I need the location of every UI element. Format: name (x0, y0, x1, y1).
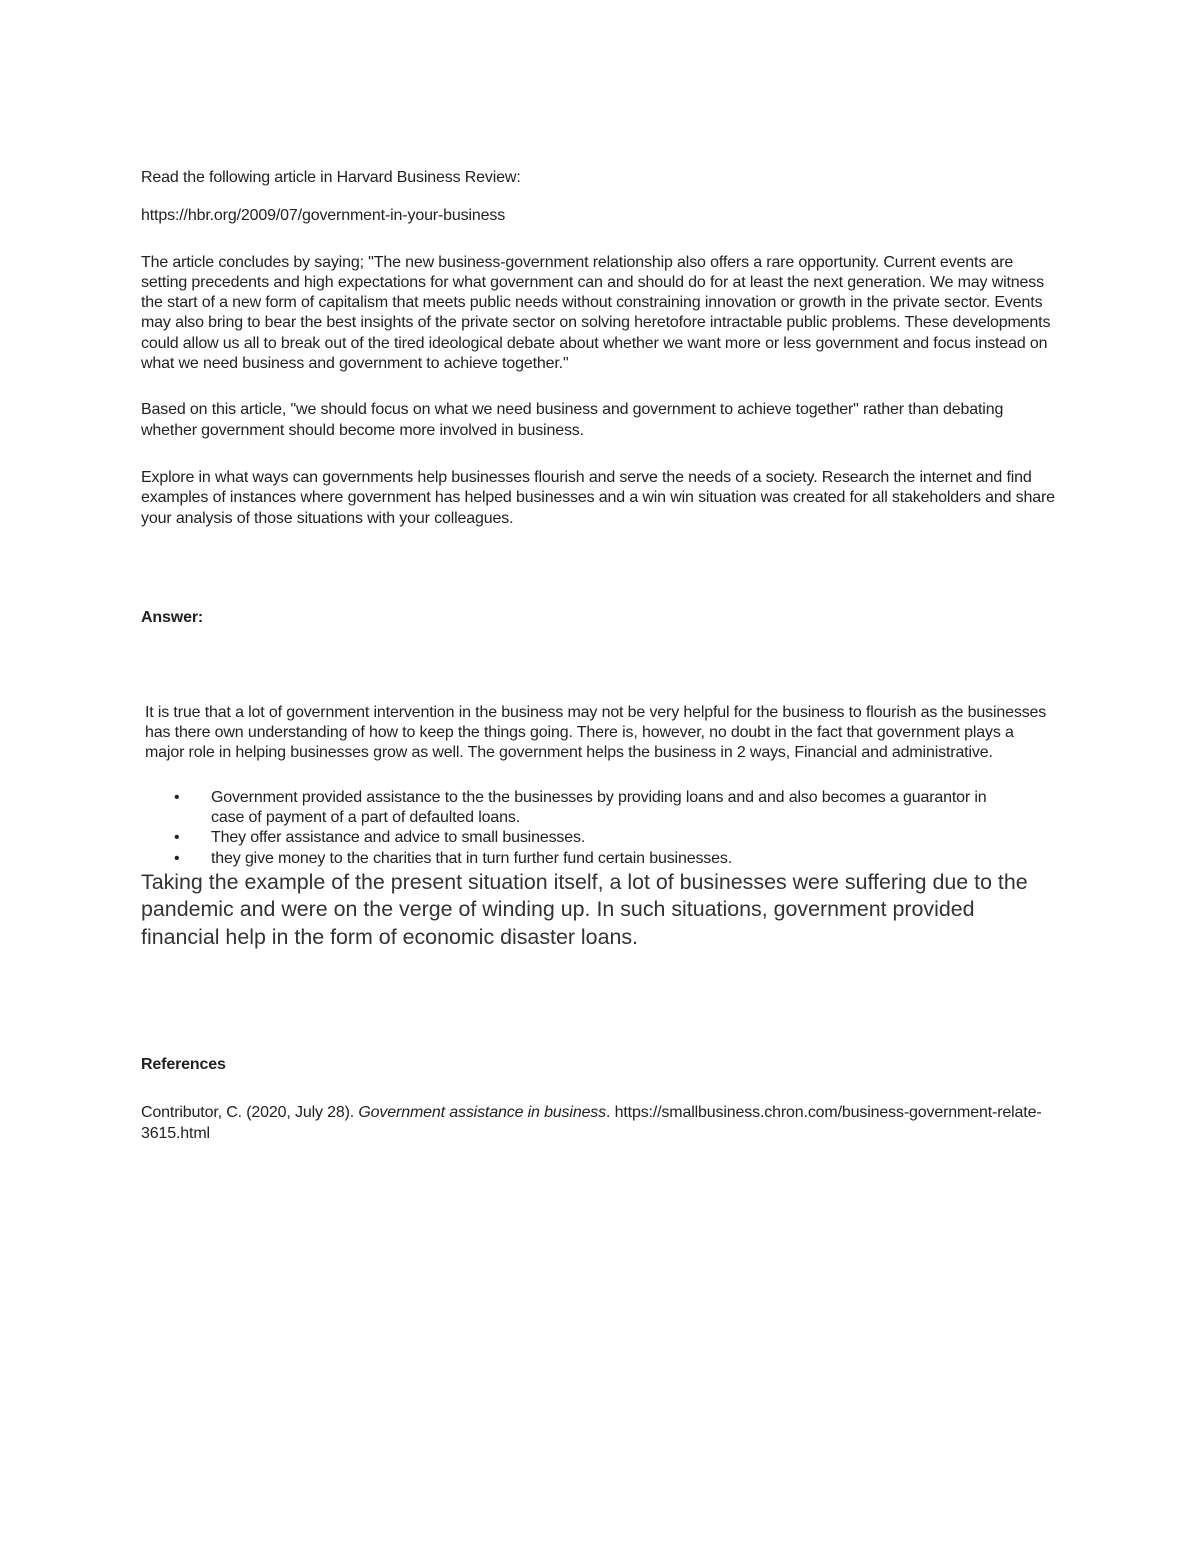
list-item-text: they give money to the charities that in turn further fund certain businesses. (211, 849, 733, 867)
reference-author-date: Contributor, C. (2020, July 28). (141, 1104, 359, 1122)
list-item-text: Government provided assistance to the the businesses by providing loans and and also becomes a guarantor in case of payment of a part of defaulted loans. (211, 788, 987, 827)
list-item-text: They offer assistance and advice to small businesses. (211, 829, 586, 847)
quote-paragraph: The article concludes by saying; "The new business-government relationship also offers a rare opportunity. Current events are setting precedents and high expectations for what government can and should do for at least the next generation. We may witness the start of a new form of capitalism that meets public needs without constraining innovation or growth in the private sector. Events may also bring to bear the best insights of the private sector on solving heretofore intractable public problems. These developments could allow us all to break out of the tired ideological debate about whether we want more or less government and focus instead on what we need business and government to achieve together." (141, 253, 1051, 373)
answer-paragraph: It is true that a lot of government intervention in the business may not be very helpful for the business to flourish as the businesses has there own understanding of how to keep the things going. There is, however, no doubt in the fact that government plays a major role in helping businesses grow as well. The government helps the business in 2 ways, Financial and administrative. (145, 703, 1047, 762)
list-item (141, 849, 1001, 869)
question-intro: Read the following article in Harvard Business Review: (141, 169, 521, 186)
reference-title: Government assistance in business (358, 1104, 607, 1122)
reference-url: . https://smallbusiness.chron.com/business-government-relate-3615.html (141, 1104, 1042, 1142)
example-paragraph: Taking the example of the present situation itself, a lot of businesses were suffering due to the pandemic and were on the verge of winding up. In such situations, government provided financial help in the form of economic disaster loans. (141, 869, 1028, 949)
reference-entry (141, 1103, 1056, 1144)
explore-paragraph: Explore in what ways can governments help businesses flourish and serve the needs of a society. Research the internet and find examples of instances where government has helped businesses and a win win situation was created for all stakeholders and share your analysis of those situations with your colleagues. (141, 468, 1055, 527)
document-content (141, 168, 1056, 1144)
bullet-icon: • (174, 849, 180, 867)
list-item (141, 788, 1001, 829)
list-item (141, 828, 1001, 848)
bullet-icon: • (174, 829, 180, 847)
answer-heading: Answer: (141, 608, 204, 626)
references-heading: References (141, 1056, 226, 1074)
based-paragraph: Based on this article, "we should focus on what we need business and government to achieve together" rather than debating whether government should become more involved in business. (141, 401, 1004, 439)
answer-bullet-list (141, 788, 1056, 869)
bullet-icon: • (174, 788, 180, 806)
article-url: https://hbr.org/2009/07/government-in-your-business (141, 207, 506, 225)
